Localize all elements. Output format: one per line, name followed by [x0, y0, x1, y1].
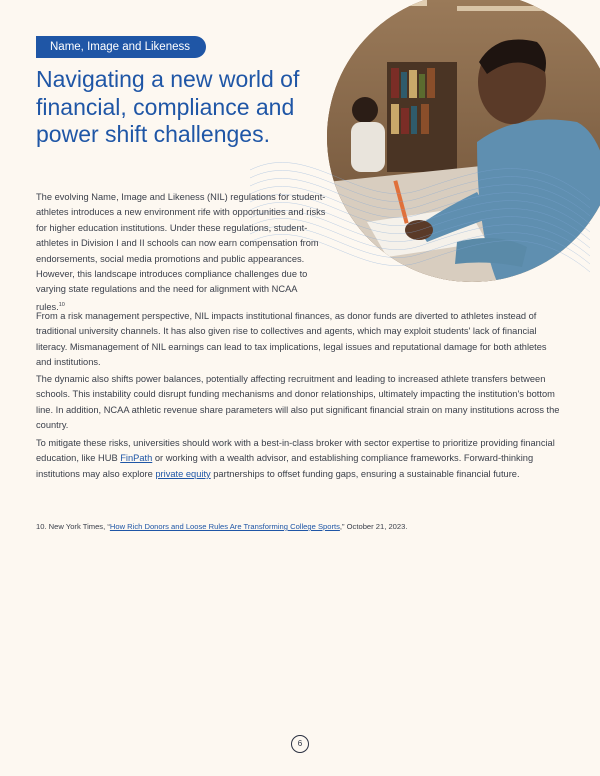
body-paragraph-mitigate — [36, 436, 562, 482]
private-equity-link[interactable]: private equity — [155, 468, 211, 479]
mitigate-text-1: To mitigate these risks, universities should work with a best-in-class broker with sector expertise to prioritize providing financial education, like HUB — [36, 438, 555, 464]
footnote-reference: 10 — [58, 301, 65, 308]
mitigate-text-2: or working with a wealth advisor, and establishing compliance frameworks. Forward-thinking institutions may also explore — [36, 453, 534, 479]
intro-paragraph — [36, 190, 326, 315]
footnote-suffix: ,” October 21, 2023. — [339, 522, 408, 531]
footnote-prefix: 10. New York Times, “ — [36, 522, 110, 531]
page-number: 6 — [291, 735, 309, 753]
body-paragraph-risk: From a risk management perspective, NIL impacts institutional finances, as donor funds are diverted to athletes instead of traditional university channels. It has also given rise to collectives and agents, which may exploit students' lack of financial literacy. Mismanagement of NIL earnings can lead to tax implications, legal issues and reputational damage for both athletes and institutions. — [36, 311, 547, 368]
intro-text: The evolving Name, Image and Likeness (NIL) regulations for student-athletes introduces a new environment rife with opportunities and risks for higher education institutions. Under these regulations, student-athletes in Division I and II schools can now earn compensation from endorsements, social media promotions and public appearances. However, this landscape introduces compliance challenges due to varying state regulations and the need for alignment with NCAA rules. — [36, 192, 326, 312]
body-paragraph-power: The dynamic also shifts power balances, potentially affecting recruitment and leading to increased athlete transfers between schools. This instability could disrupt funding mechanisms and donor relationships, ultimately impacting the institution's bottom line. In addition, NCAA athletic revenue share parameters will also put significant financial strain on many institutions across the country. — [36, 374, 560, 431]
finpath-link[interactable]: FinPath — [120, 453, 153, 464]
page-title: Navigating a new world of financial, compliance and power shift challenges. — [36, 66, 300, 147]
mitigate-text-3: partnerships to offset funding gaps, ensuring a sustainable financial future. — [210, 468, 520, 479]
section-tag: Name, Image and Likeness — [36, 36, 206, 58]
footnote — [36, 521, 562, 533]
footnote-article-link[interactable]: How Rich Donors and Loose Rules Are Transforming College Sports — [109, 522, 340, 531]
